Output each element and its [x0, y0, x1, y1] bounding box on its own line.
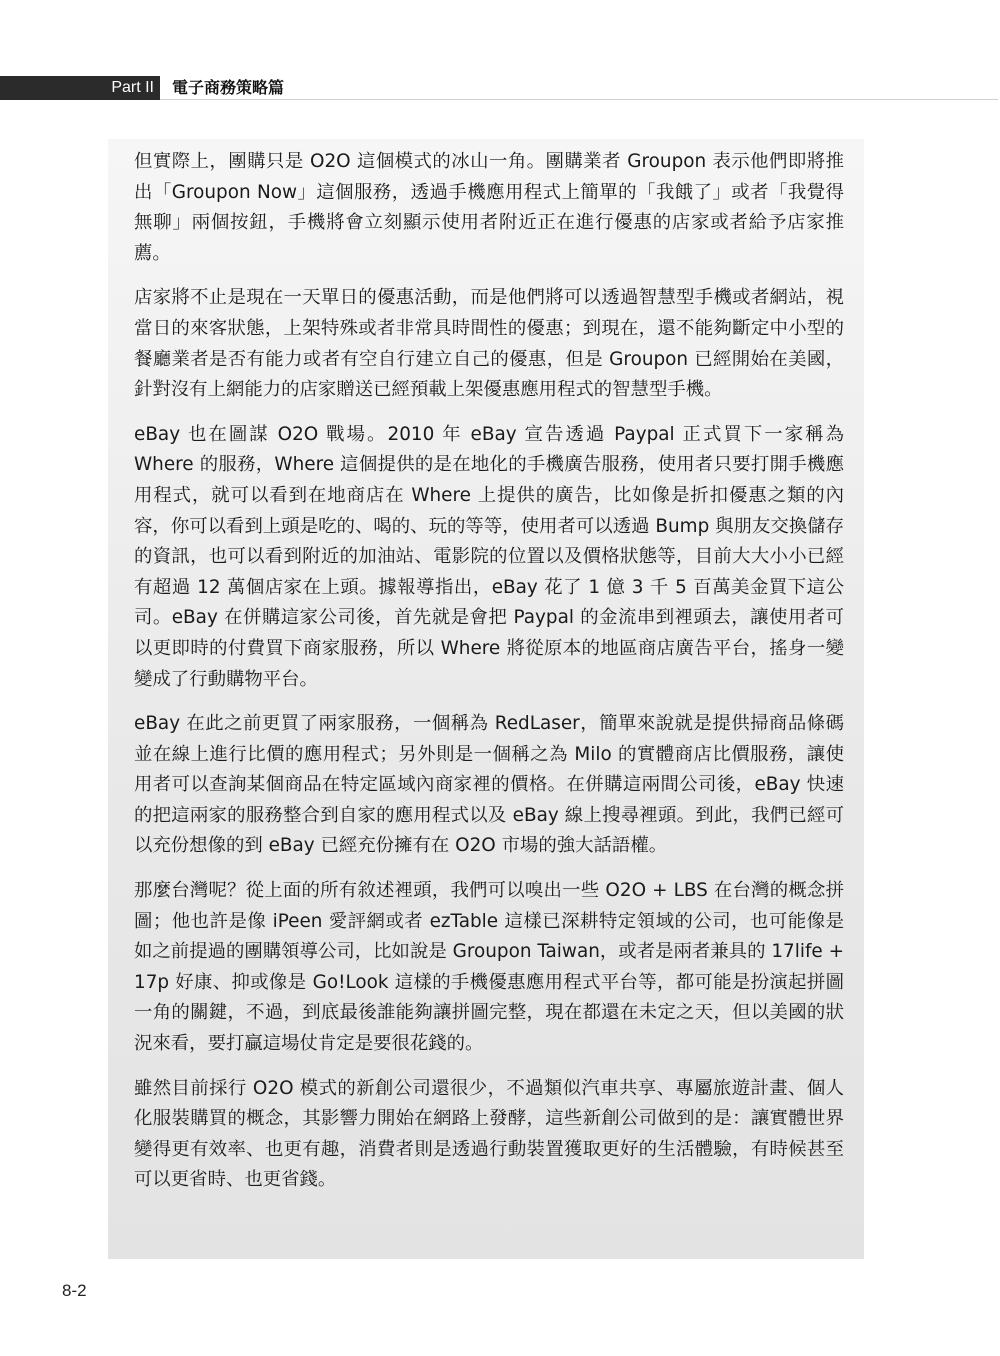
paragraph-3: eBay 也在圖謀 O2O 戰場。2010 年 eBay 宣告透過 Paypal 正式買下一家稱為 Where 的服務，Where 這個提供的是在地化的手機廣告服務，使用者只要打開手機應用程式，就可以看到在地商店在 Where 上提供的廣告，比如像是折扣優惠之類的內容，你可以看到上頭是吃的、喝的、玩的等等，使用者可以透過 Bump 與朋友交換儲存的資訊，也可以看到附近的加油站、電影院的位置以及價格狀態等，目前大大小小已經有超過 12 萬個店家在上頭。據報導指出，eBay 花了 1 億 3 千 5 百萬美金買下這公司。eBay 在併購這家公司後，首先就是會把 Paypal 的金流串到裡頭去，讓使用者可以更即時的付費買下商家服務，所以 Where 將從原本的地區商店廣告平台，搖身一變變成了行動購物平台。	[134, 423, 844, 690]
paragraph-2: 店家將不止是現在一天單日的優惠活動，而是他們將可以透過智慧型手機或者網站，視當日的來客狀態，上架特殊或者非常具時間性的優惠；到現在，還不能夠斷定中小型的餐廳業者是否有能力或者有空自行建立自己的優惠，但是 Groupon 已經開始在美國，針對沒有上網能力的店家贈送已經預載上架優惠應用程式的智慧型手機。	[134, 287, 844, 401]
page-number: 8-2	[62, 1281, 87, 1300]
header-rule	[160, 99, 998, 100]
running-header	[0, 76, 1000, 102]
paragraph-1: 但實際上，團購只是 O2O 這個模式的冰山一角。團購業者 Groupon 表示他們即將推出「Groupon Now」這個服務，透過手機應用程式上簡單的「我餓了」或者「我覺得無聊」兩個按鈕，手機將會立刻顯示使用者附近正在進行優惠的店家或者給予店家推薦。	[134, 151, 844, 264]
section-title: 電子商務策略篇	[172, 78, 285, 97]
content-box	[108, 139, 864, 1259]
part-label-bar	[0, 76, 160, 100]
part-label: Part II	[111, 79, 154, 96]
paragraph-5: 那麼台灣呢？從上面的所有敘述裡頭，我們可以嗅出一些 O2O + LBS 在台灣的概念拼圖；他也許是像 iPeen 愛評網或者 ezTable 這樣已深耕特定領域的公司，也可能像是如之前提過的團購領導公司，比如說是 Groupon Taiwan，或者是兩者兼具的 17life + 17p 好康、抑或像是 Go!Look 這樣的手機優惠應用程式平台等，都可能是扮演起拼圖一角的關鍵，不過，到底最後誰能夠讓拼圖完整，現在都還在未定之天，但以美國的狀況來看，要打贏這場仗肯定是要很花錢的。	[134, 880, 844, 1055]
paragraph-4: eBay 在此之前更買了兩家服務，一個稱為 RedLaser，簡單來說就是提供掃商品條碼並在線上進行比價的應用程式；另外則是一個稱之為 Milo 的實體商店比價服務，讓使用者可以查詢某個商品在特定區域內商家裡的價格。在併購這兩間公司後，eBay 快速的把這兩家的服務整合到自家的應用程式以及 eBay 線上搜尋裡頭。到此，我們已經可以充份想像的到 eBay 已經充份擁有在 O2O 市場的強大話語權。	[134, 713, 844, 857]
paragraph-6: 雖然目前採行 O2O 模式的新創公司還很少，不過類似汽車共享、專屬旅遊計畫、個人化服裝購買的概念，其影響力開始在網路上發酵，這些新創公司做到的是：讓實體世界變得更有效率、也更有趣，消費者則是透過行動裝置獲取更好的生活體驗，有時候甚至可以更省時、也更省錢。	[134, 1077, 844, 1191]
